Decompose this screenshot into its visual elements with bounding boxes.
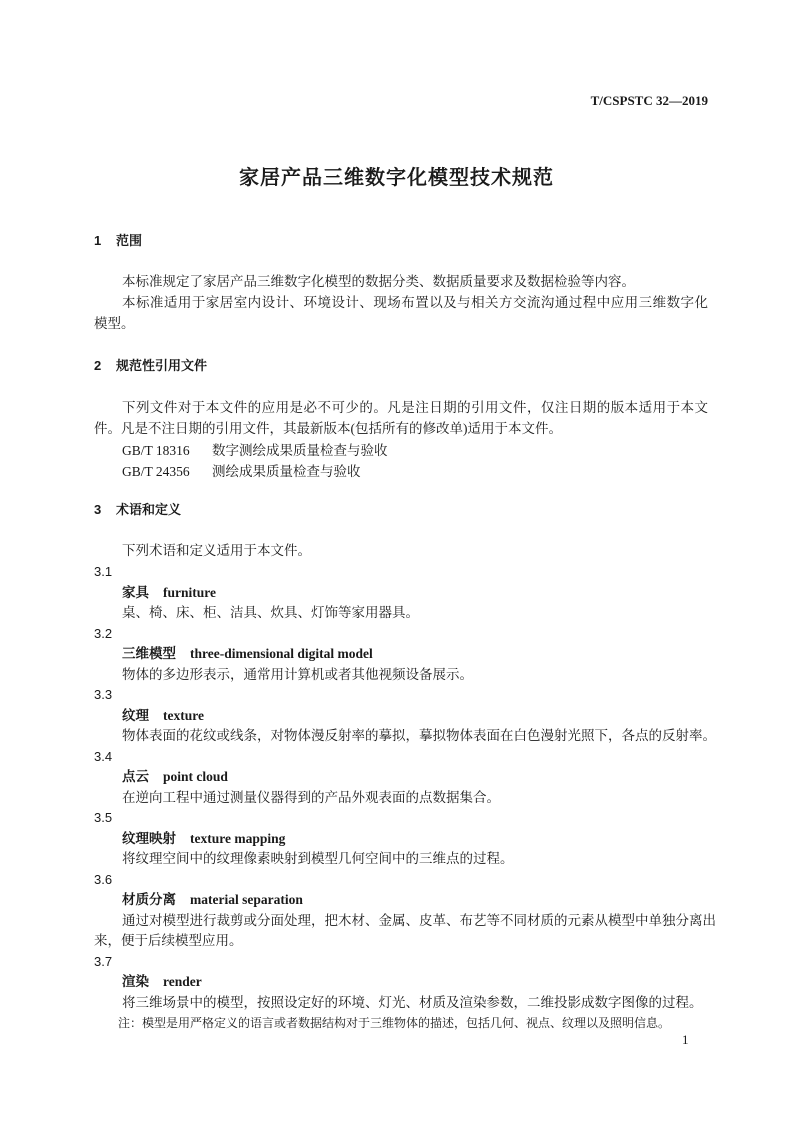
paragraph: 下列术语和定义适用于本文件。 — [122, 543, 311, 558]
term-zh: 纹理映射 — [122, 831, 176, 846]
paragraph: 本标准规定了家居产品三维数字化模型的数据分类、数据质量要求及数据检验等内容。 — [122, 274, 635, 289]
term-zh: 渲染 — [122, 974, 149, 989]
term-number: 3.2 — [94, 626, 113, 641]
section-number: 3 — [94, 502, 102, 517]
term-en: texture mapping — [190, 831, 286, 846]
section-3-heading — [94, 501, 181, 519]
section-number: 1 — [94, 233, 102, 248]
term-number: 3.6 — [94, 872, 113, 887]
reference-title: 数字测绘成果质量检查与验收 — [212, 443, 388, 458]
term-heading — [122, 645, 373, 663]
term-definition: 在逆向工程中通过测量仪器得到的产品外观表面的点数据集合。 — [122, 790, 500, 805]
paragraph: 件。凡是不注日期的引用文件，其最新版本(包括所有的修改单)适用于本文件。 — [94, 421, 562, 436]
page-number: 1 — [682, 1032, 689, 1047]
standard-code: T/CSPSTC 32—2019 — [590, 93, 708, 108]
term-en: three-dimensional digital model — [190, 646, 373, 661]
section-1-heading — [94, 232, 142, 250]
term-heading — [122, 707, 204, 725]
paragraph: 本标准适用于家居室内设计、环境设计、现场布置以及与相关方交流沟通过程中应用三维数字化 — [122, 295, 708, 310]
term-en: point cloud — [163, 769, 228, 784]
paragraph: 下列文件对于本文件的应用是必不可少的。凡是注日期的引用文件，仅注日期的版本适用于本文 — [122, 400, 708, 415]
section-number: 2 — [94, 358, 102, 373]
term-zh: 点云 — [122, 769, 149, 784]
section-2-heading — [94, 357, 207, 375]
term-en: texture — [163, 708, 204, 723]
term-definition: 桌、椅、床、柜、洁具、炊具、灯饰等家用器具。 — [122, 605, 419, 620]
section-title: 规范性引用文件 — [116, 358, 208, 373]
reference-title: 测绘成果质量检查与验收 — [212, 464, 361, 479]
term-en: furniture — [163, 585, 216, 600]
reference-item — [122, 463, 361, 481]
section-title: 范围 — [116, 233, 143, 248]
reference-code: GB/T 18316 — [122, 443, 190, 458]
term-number: 3.1 — [94, 564, 113, 579]
term-zh: 纹理 — [122, 708, 149, 723]
term-heading — [122, 973, 202, 991]
term-definition: 通过对模型进行裁剪或分面处理，把木材、金属、皮革、布艺等不同材质的元素从模型中单独分离出 — [122, 913, 716, 928]
term-definition: 来，便于后续模型应用。 — [94, 933, 243, 948]
reference-item — [122, 442, 388, 460]
section-title: 术语和定义 — [116, 502, 182, 517]
term-en: render — [163, 974, 202, 989]
term-number: 3.3 — [94, 687, 113, 702]
term-zh: 家具 — [122, 585, 149, 600]
term-definition: 物体的多边形表示，通常用计算机或者其他视频设备展示。 — [122, 667, 473, 682]
term-number: 3.5 — [94, 810, 113, 825]
term-heading — [122, 891, 303, 909]
page-title: 家居产品三维数字化模型技术规范 — [239, 167, 554, 189]
paragraph: 模型。 — [94, 316, 135, 331]
note: 注：模型是用严格定义的语言或者数据结构对于三维物体的描述，包括几何、视点、纹理以及照明信息。 — [118, 1016, 671, 1030]
term-heading — [122, 830, 285, 848]
term-zh: 材质分离 — [122, 892, 176, 907]
term-heading — [122, 584, 216, 602]
term-number: 3.4 — [94, 749, 113, 764]
term-definition: 将纹理空间中的纹理像素映射到模型几何空间中的三维点的过程。 — [122, 851, 514, 866]
term-definition: 将三维场景中的模型，按照设定好的环境、灯光、材质及渲染参数，二维投影成数字图像的过程。 — [122, 995, 703, 1010]
term-en: material separation — [190, 892, 303, 907]
term-number: 3.7 — [94, 954, 113, 969]
term-definition: 物体表面的花纹或线条，对物体漫反射率的摹拟，摹拟物体表面在白色漫射光照下，各点的反射率。 — [122, 728, 716, 743]
term-zh: 三维模型 — [122, 646, 176, 661]
reference-code: GB/T 24356 — [122, 464, 190, 479]
term-heading — [122, 768, 228, 786]
